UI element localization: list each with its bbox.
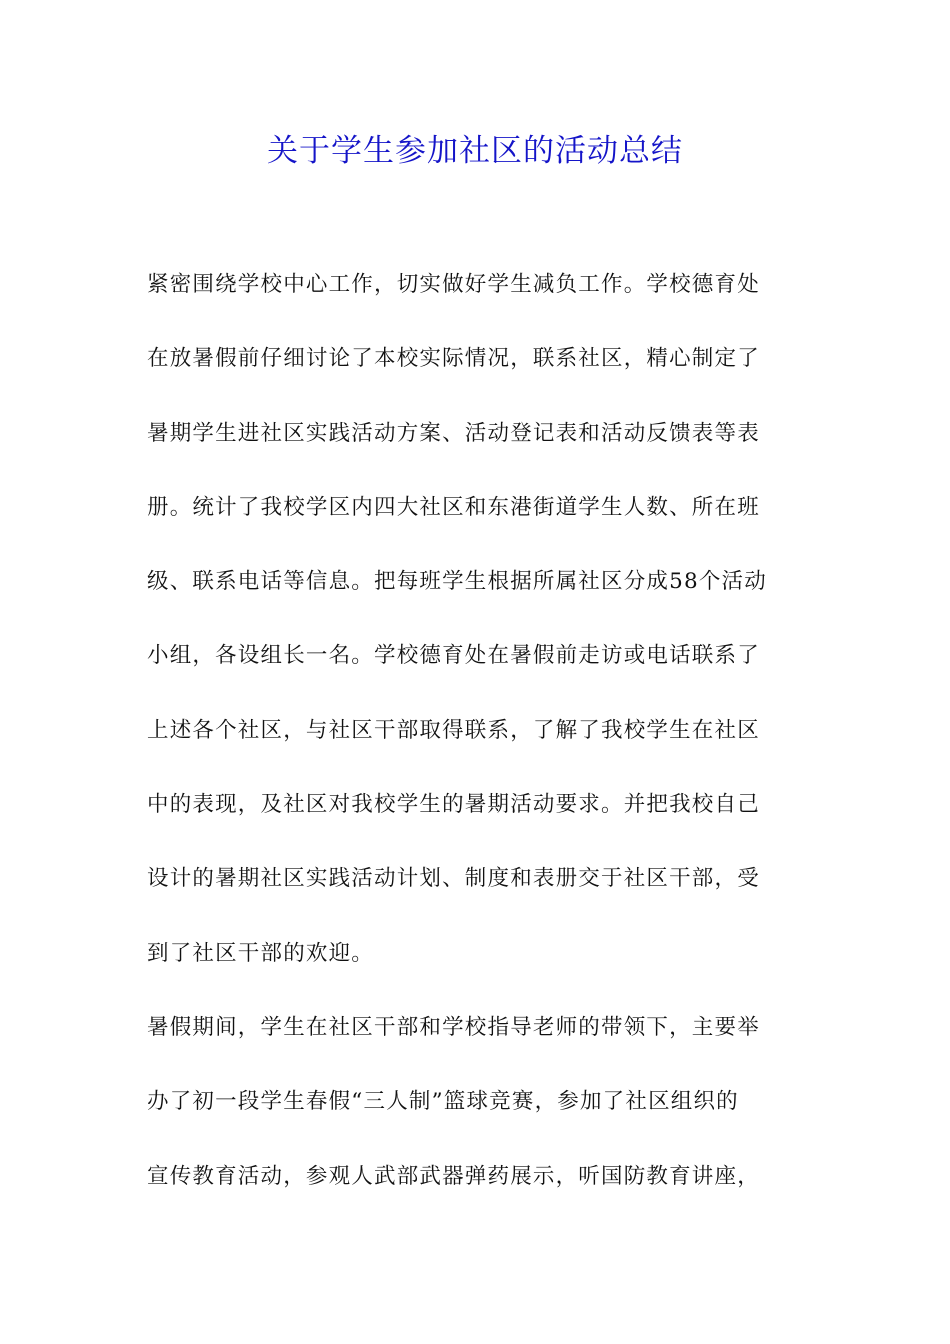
text-line: 级、联系电话等信息。把每班学生根据所属社区分成58个活动 [147, 569, 767, 595]
text-line: 在放暑假前仔细讨论了本校实际情况，联系社区，精心制定了 [147, 346, 760, 372]
document-body [147, 262, 807, 1228]
text-line: 暑假期间，学生在社区干部和学校指导老师的带领下，主要举 [147, 1014, 760, 1040]
text-line: 到了社区干部的欢迎。 [147, 940, 375, 966]
text-line: 册。统计了我校学区内四大社区和东港街道学生人数、所在班 [147, 494, 760, 520]
text-line: 小组，各设组长一名。学校德育处在暑假前走访或电话联系了 [147, 643, 760, 669]
text-line: 办了初一段学生春假“三人制”篮球竞赛，参加了社区组织的 [147, 1089, 739, 1115]
text-line: 上述各个社区，与社区干部取得联系，了解了我校学生在社区 [147, 717, 760, 743]
text-line: 暑期学生进社区实践活动方案、活动登记表和活动反馈表等表 [147, 420, 760, 446]
text-line: 宣传教育活动，参观人武部武器弹药展示，听国防教育讲座， [147, 1163, 760, 1189]
text-line: 中的表现，及社区对我校学生的暑期活动要求。并把我校自己 [147, 792, 760, 818]
text-line: 设计的暑期社区实践活动计划、制度和表册交于社区干部，受 [147, 866, 760, 892]
text-line: 紧密围绕学校中心工作，切实做好学生减负工作。学校德育处 [147, 272, 760, 297]
document-title: 关于学生参加社区的活动总结 [267, 133, 683, 169]
